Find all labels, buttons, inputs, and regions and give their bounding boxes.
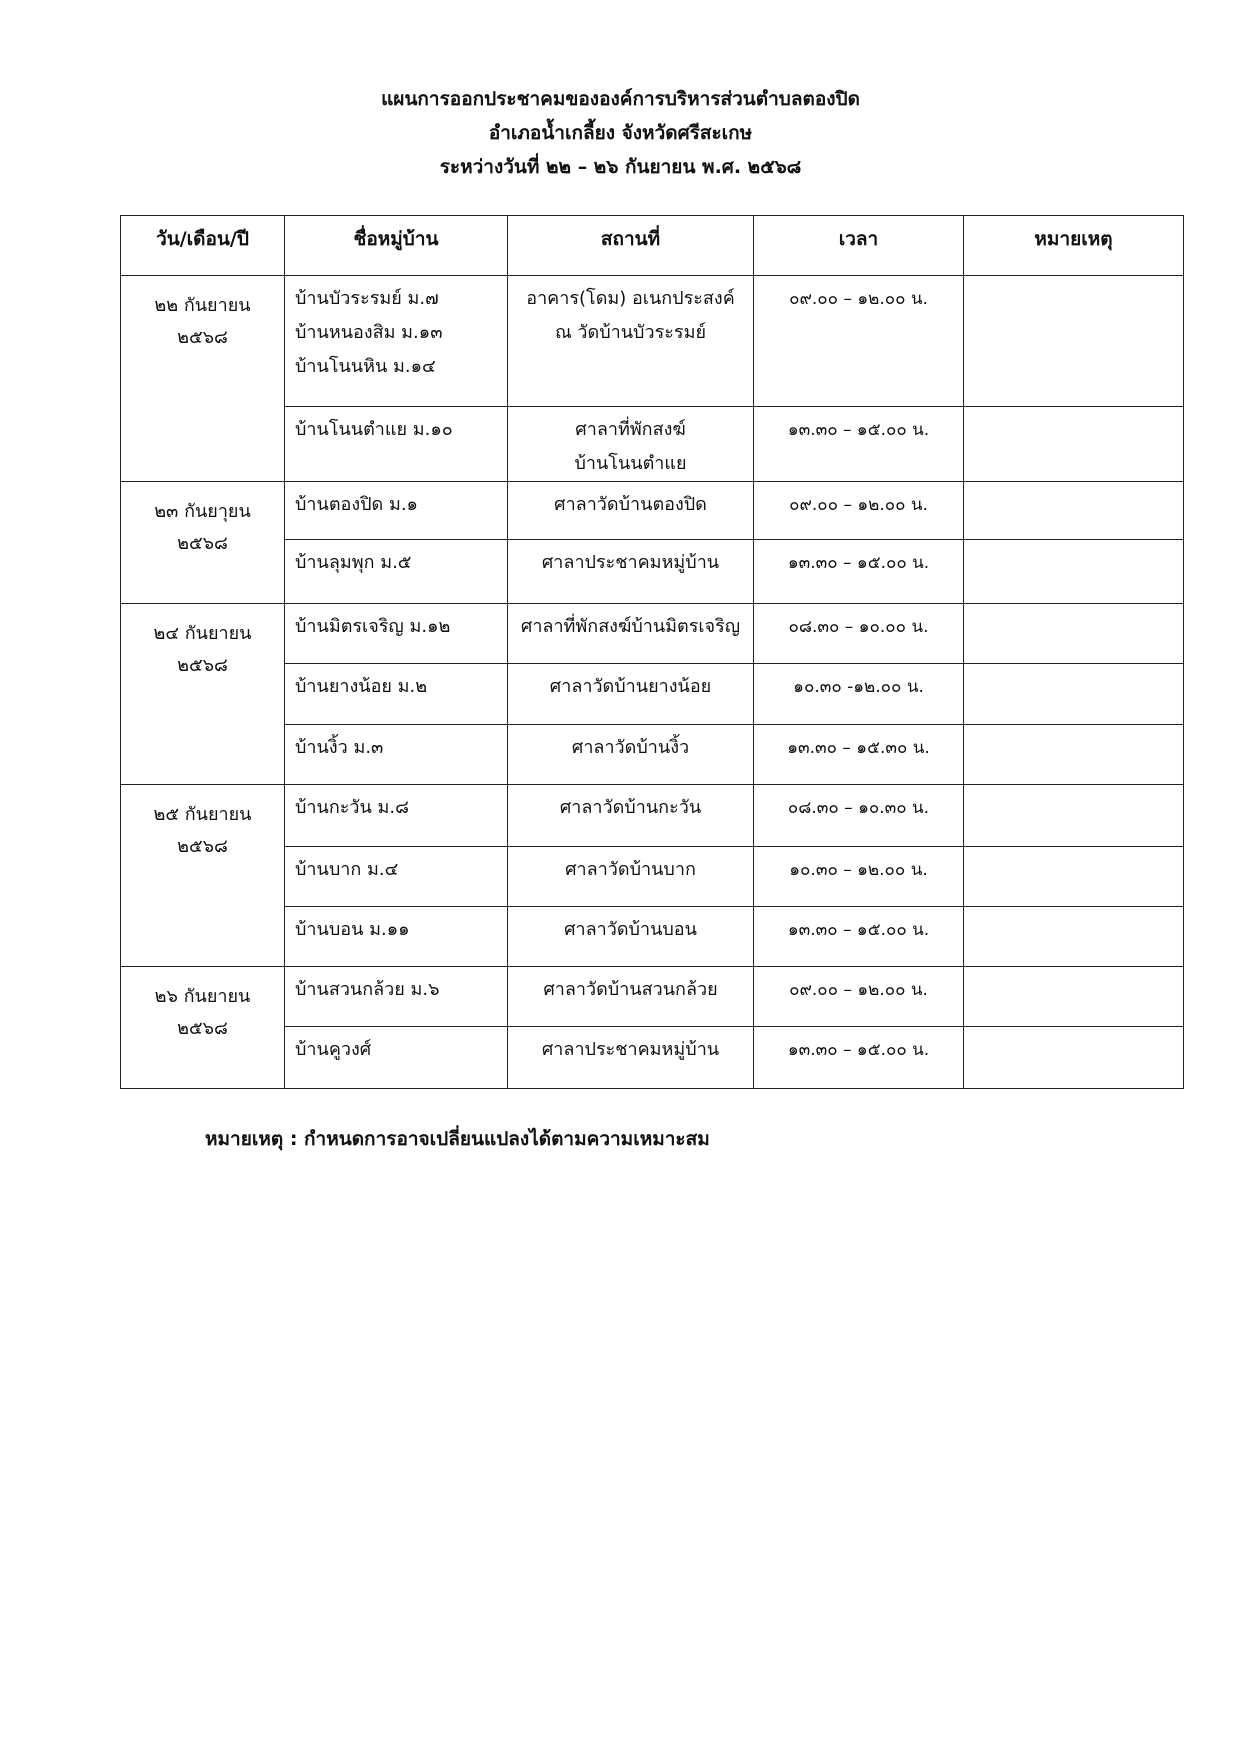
note-cell [964,967,1184,1027]
time-cell: ๐๙.๐๐ – ๑๒.๐๐ น. [754,482,964,540]
date-year: ๒๕๖๘ [177,533,228,554]
time-cell: ๑๐.๓๐ – ๑๒.๐๐ น. [754,847,964,907]
date-day-month: ๒๖ กันยายน [154,986,251,1007]
doc-subtitle-dates: ระหว่างวันที่ ๒๒ – ๒๖ กันยายน พ.ศ. ๒๕๖๘ [439,156,802,178]
footnote: หมายเหตุ : กำหนดการอาจเปลี่ยนแปลงได้ตามความเหมาะสม [205,1128,710,1150]
place-cell [508,847,754,907]
place-name: บ้านโนนตำแย [574,453,687,474]
doc-subtitle-district: อำเภอน้ำเกลี้ยง จังหวัดศรีสะเกษ [488,122,753,144]
place-cell [508,276,754,407]
village-name: บ้านหนองสิม ม.๑๓ [295,322,443,343]
note-cell [964,847,1184,907]
table-row [121,482,1184,540]
time-cell: ๑๓.๓๐ – ๑๕.๐๐ น. [754,407,964,482]
village-name: บ้านคูวงศ์ [295,1039,372,1060]
village-name: บ้านงิ้ว ม.๓ [295,737,384,758]
village-cell [285,907,508,967]
date-day-month: ๒๒ กันยายน [154,295,251,316]
place-name: ศาลาวัดบ้านตองปิด [554,494,707,515]
village-name: บ้านบอน ม.๑๑ [295,919,410,940]
village-cell [285,785,508,847]
date-year: ๒๕๖๘ [177,655,228,676]
place-name: ศาลาประชาคมหมู่บ้าน [541,552,720,573]
place-cell [508,664,754,725]
note-cell [964,785,1184,847]
schedule-table [120,215,1184,1089]
village-cell [285,1027,508,1089]
doc-title: แผนการออกประชาคมขององค์การบริหารส่วนตำบลตองปิด [381,88,860,110]
village-name: บ้านโนนตำแย ม.๑๐ [295,419,453,440]
place-name: ศาลาวัดบ้านงิ้ว [571,737,690,758]
village-cell [285,725,508,785]
note-cell [964,664,1184,725]
village-cell [285,847,508,907]
place-name: ศาลาวัดบ้านบาก [565,859,696,880]
village-cell [285,540,508,604]
date-year: ๒๕๖๘ [177,1018,228,1039]
place-cell [508,967,754,1027]
place-cell [508,407,754,482]
header-date: วัน/เดือน/ปี [121,216,285,276]
note-cell [964,725,1184,785]
time-cell: ๐๘.๓๐ – ๑๐.๐๐ น. [754,604,964,664]
village-name: บ้านบัวระรมย์ ม.๗ [295,288,439,309]
time-cell: ๑๓.๓๐ – ๑๕.๓๐ น. [754,725,964,785]
village-name: บ้านบาก ม.๔ [295,859,399,880]
place-name: ณ วัดบ้านบัวระรมย์ [554,322,706,343]
date-cell [121,785,285,967]
time-cell: ๐๙.๐๐ – ๑๒.๐๐ น. [754,967,964,1027]
date-cell [121,482,285,604]
table-row [121,276,1184,407]
date-cell [121,967,285,1089]
table-row [121,785,1184,847]
note-cell [964,482,1184,540]
place-cell [508,725,754,785]
place-cell [508,785,754,847]
place-name: ศาลาวัดบ้านสวนกล้วย [543,979,718,1000]
place-name: ศาลาที่พักสงฆ์ [575,419,686,440]
place-name: ศาลาวัดบ้านกะวัน [559,797,702,818]
note-cell [964,1027,1184,1089]
note-cell [964,276,1184,407]
note-cell [964,540,1184,604]
place-cell [508,907,754,967]
village-cell [285,967,508,1027]
table-row [121,967,1184,1027]
header-time: เวลา [754,216,964,276]
place-cell [508,540,754,604]
village-cell [285,482,508,540]
time-cell: ๑๓.๓๐ – ๑๕.๐๐ น. [754,1027,964,1089]
village-name: บ้านโนนหิน ม.๑๔ [295,356,436,377]
place-name: อาคาร(โดม) อเนกประสงค์ [526,288,735,309]
note-cell [964,407,1184,482]
village-cell [285,407,508,482]
village-name: บ้านกะวัน ม.๘ [295,797,410,818]
date-day-month: ๒๕ กันยายน [153,804,252,825]
time-cell: ๐๙.๐๐ – ๑๒.๐๐ น. [754,276,964,407]
date-day-month: ๒๔ กันยายน [153,623,252,644]
place-cell [508,1027,754,1089]
time-cell: ๐๘.๓๐ – ๑๐.๓๐ น. [754,785,964,847]
place-name: ศาลาประชาคมหมู่บ้าน [541,1039,720,1060]
time-cell: ๑๐.๓๐ -๑๒.๐๐ น. [754,664,964,725]
header-row [121,216,1184,276]
date-year: ๒๕๖๘ [177,836,228,857]
place-cell [508,482,754,540]
village-cell [285,604,508,664]
village-name: บ้านลุมพุก ม.๕ [295,552,412,573]
village-cell [285,664,508,725]
village-name: บ้านตองปิด ม.๑ [295,494,418,515]
time-cell: ๑๓.๓๐ – ๑๕.๐๐ น. [754,907,964,967]
place-name: ศาลาวัดบ้านบอน [564,919,697,940]
header-note: หมายเหตุ [964,216,1184,276]
date-cell [121,276,285,482]
note-cell [964,907,1184,967]
village-name: บ้านยางน้อย ม.๒ [295,676,428,697]
place-name: ศาลาวัดบ้านยางน้อย [549,676,712,697]
time-cell: ๑๓.๓๐ – ๑๕.๐๐ น. [754,540,964,604]
village-name: บ้านมิตรเจริญ ม.๑๒ [295,616,451,637]
village-name: บ้านสวนกล้วย ม.๖ [295,979,440,1000]
village-cell [285,276,508,407]
header-village: ชื่อหมู่บ้าน [285,216,508,276]
table-row [121,604,1184,664]
date-cell [121,604,285,785]
date-day-month: ๒๓ กันยาุยน [154,501,251,522]
place-cell [508,604,754,664]
place-name: ศาลาที่พักสงฆ์บ้านมิตรเจริญ [520,616,741,637]
note-cell [964,604,1184,664]
header-place: สถานที่ [508,216,754,276]
date-year: ๒๕๖๘ [177,327,228,348]
